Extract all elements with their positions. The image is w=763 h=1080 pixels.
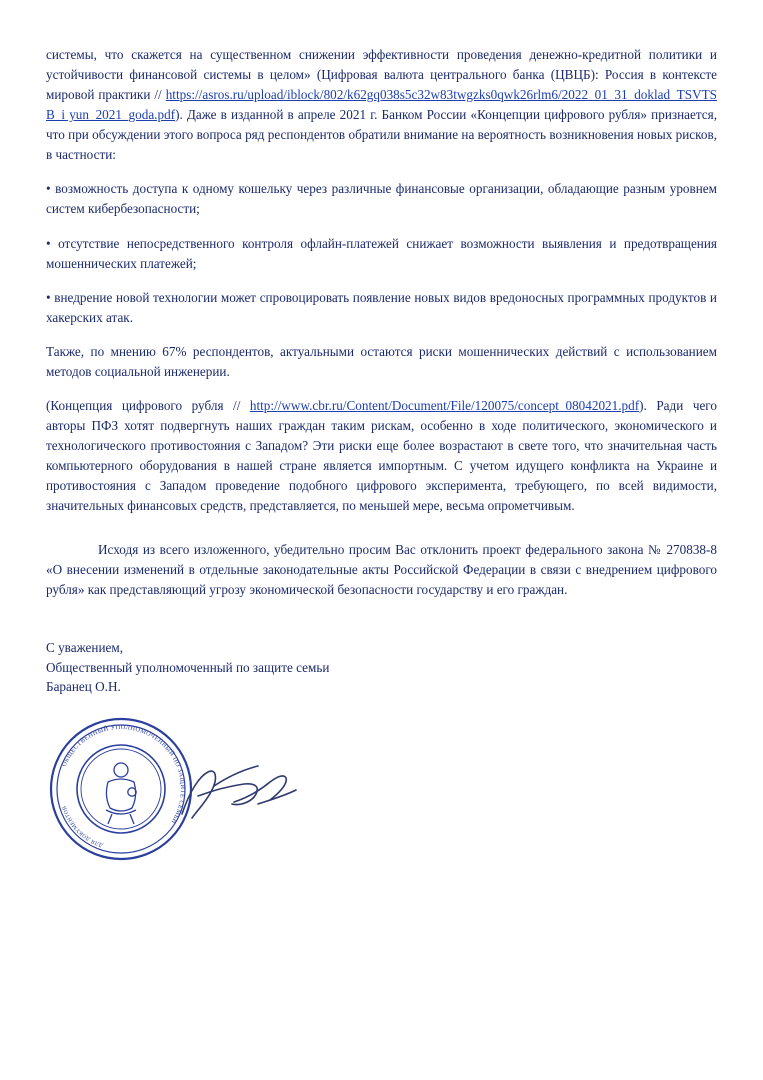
- signature-title: Общественный уполномоченный по защите семьи: [46, 659, 330, 675]
- handwritten-signature: [174, 756, 304, 836]
- paragraph-conclusion: Исходя из всего изложенного, убедительно просим Вас отклонить проект федерального закона № 270838-8 «О внесении изменений в отдельные законодательные акты Российской Федерации в связи с внедрением цифрового рубля» как представляющий угрозу экономической безопасности государству и его граждан.: [46, 542, 717, 598]
- paragraph-text-2: ). Даже в изданной в апреле 2021 г. Банком России «Концепции цифрового рубля» признается, что при обсуждении этого вопроса ряд респондентов обратили внимание на вероятность возникновения новых рисков, в частности:: [46, 107, 717, 163]
- signature-closing: С уважением,: [46, 640, 123, 656]
- paragraph-text-3: (Концепция цифрового рубля //: [46, 397, 250, 413]
- asros-report-link[interactable]: https://asros.ru/upload/iblock/802/k62gq038s5c32w83twgzks0qwk26rlm6/2022_01_31_doklad_TSVTSB_i yun_2021_goda.pdf: [46, 87, 717, 123]
- bullet-item-2: • отсутствие непосредственного контроля офлайн-платежей снижает возможности выявления и предотвращения мошеннических платежей;: [46, 235, 717, 271]
- svg-text:ОБЩЕСТВЕННЫЙ УПОЛНОМОЧЕННЫЙ ПО: ОБЩЕСТВЕННЫЙ УПОЛНОМОЧЕННЫЙ ПО ЗАЩИТЕ СЕМЬИ: [60, 723, 187, 825]
- paragraph-continuation: [46, 45, 717, 165]
- bullet-item-1: • возможность доступа к одному кошельку через различные финансовые организации, обладающие разным уровнем систем кибербезопасности;: [46, 181, 717, 217]
- stamp-area: [46, 714, 326, 874]
- signature-block: [46, 638, 717, 695]
- paragraph-respondents-stat: Также, по мнению 67% респондентов, актуальными остаются риски мошеннических действий с использованием методов социальной инженерии.: [46, 343, 717, 379]
- paragraph-spacer: [46, 530, 717, 540]
- signature-name: Баранец О.Н.: [46, 678, 121, 694]
- cbr-concept-link[interactable]: http://www.cbr.ru/Content/Document/File/120075/concept_08042021.pdf: [249, 397, 640, 413]
- svg-text:ДЛЯ ДОКУМЕНТОВ: ДЛЯ ДОКУМЕНТОВ: [61, 804, 104, 848]
- document-body: [46, 45, 717, 874]
- paragraph-text-1: системы, что скажется на существенном снижении эффективности проведения денежно-кредитной политики и устойчивости финансовой системы в целом» (Цифровая валюта центрального банка (ЦВЦБ): Россия в контексте мировой практики //: [46, 47, 717, 103]
- bullet-item-3: • внедрение новой технологии может спровоцировать появление новых видов вредоносных программных продуктов и хакерских атак.: [46, 289, 717, 325]
- paragraph-text-4: ). Ради чего авторы ПФЗ хотят подвергнуть наших граждан таким рискам, особенно в ходе политического, экономического и технологического противостояния с Западом? Эти риски еще более возрастают в свете того, что значительная часть компьютерного оборудования в нашей стране является импортным. С учетом идущего конфликта на Украине и противостояния с Западом проведение подобного цифрового эксперимента, требующего, по всей видимости, значительных финансовых средств, представляется, по меньшей мере, весьма опрометчивым.: [46, 397, 717, 514]
- paragraph-concept-source: [46, 396, 717, 516]
